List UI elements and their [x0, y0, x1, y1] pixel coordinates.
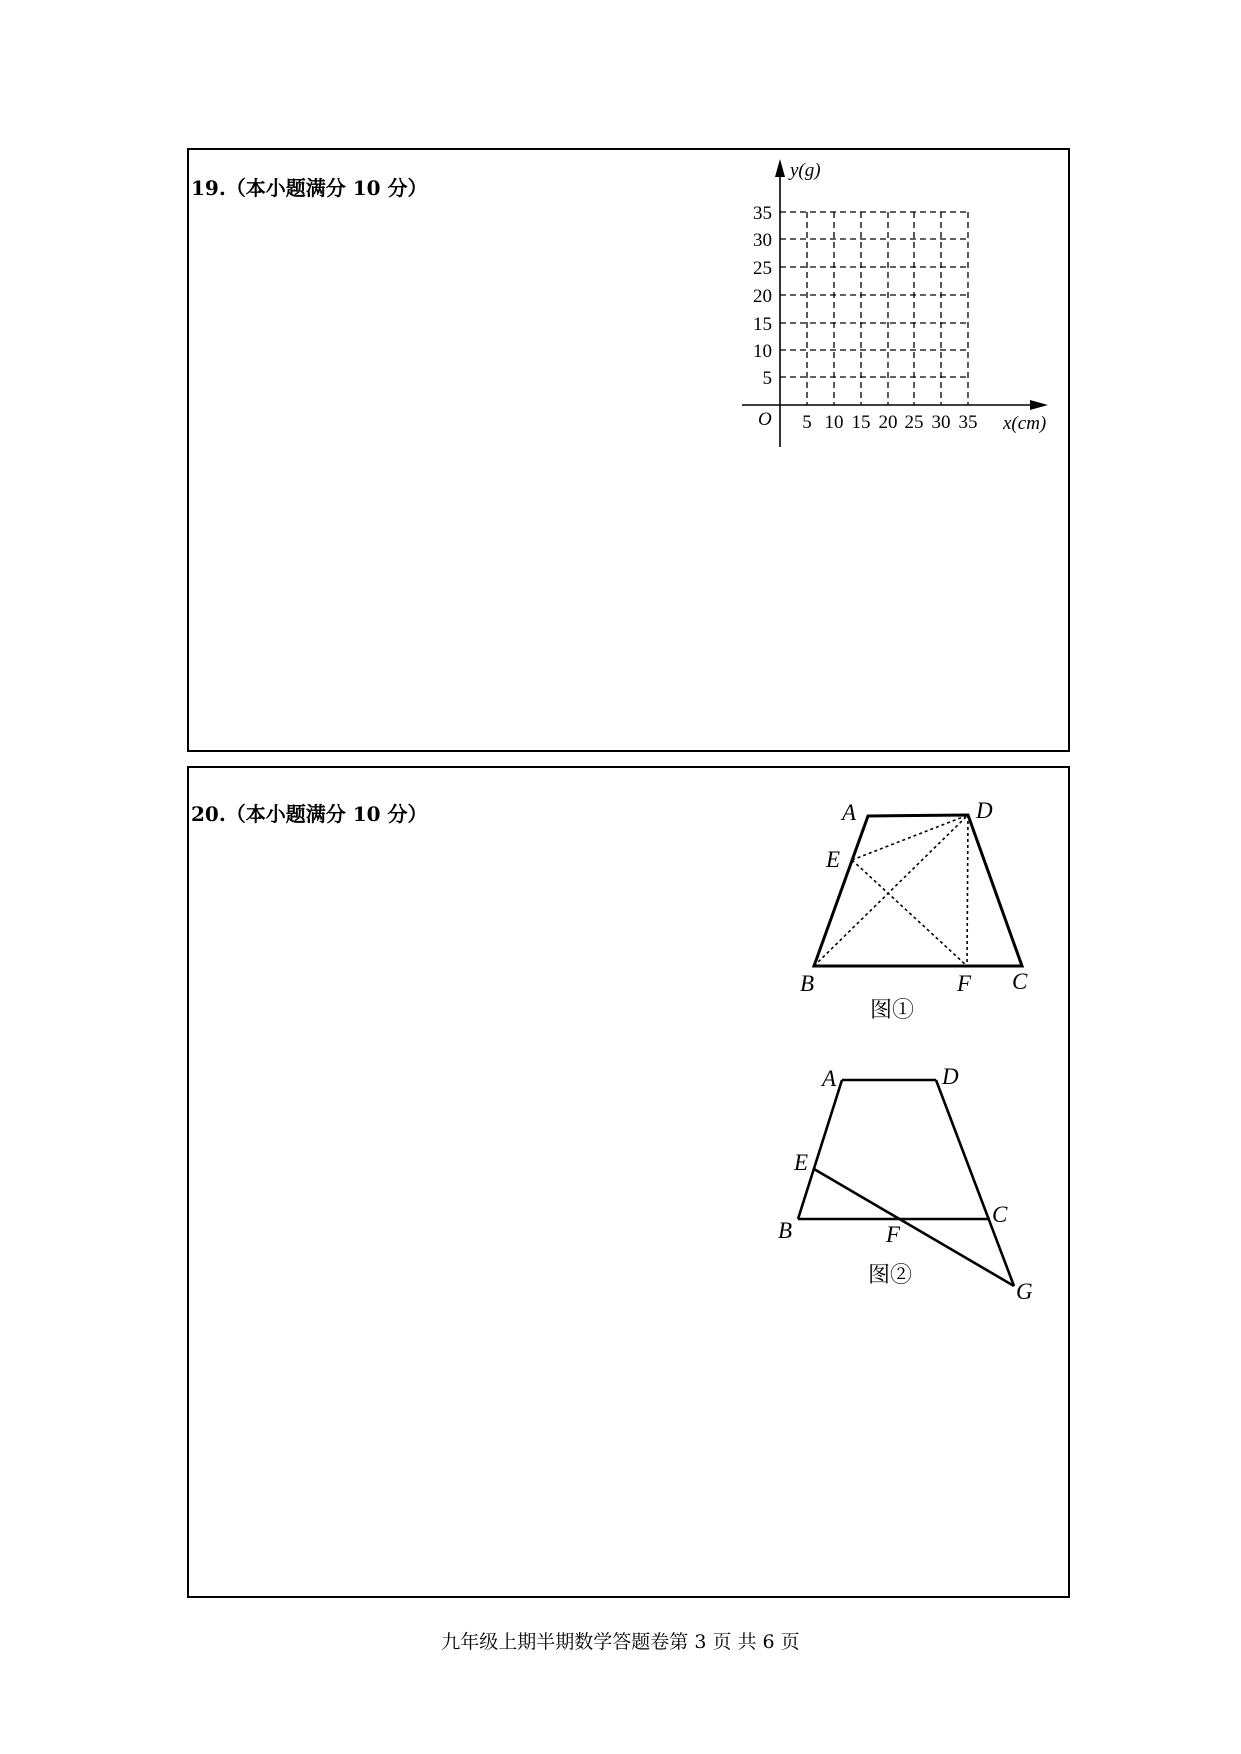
- origin-label: O: [758, 409, 772, 430]
- x-tick-label: 5: [802, 412, 812, 433]
- vertex-label-c: C: [992, 1202, 1008, 1227]
- x-axis-label: x(cm): [1003, 413, 1047, 434]
- y-tick-label: 25: [753, 258, 772, 279]
- vertex-label-f: F: [957, 971, 972, 996]
- x-tick-label: 25: [904, 412, 924, 433]
- y-tick-label: 10: [753, 341, 772, 362]
- figure-2-trapezoid: [770, 1060, 1060, 1310]
- vertex-label-c: C: [1012, 969, 1028, 994]
- vertex-label-e: E: [826, 847, 841, 872]
- y-tick-label: 15: [753, 314, 772, 335]
- vertex-label-a: A: [842, 800, 857, 825]
- question-19-score: （本小题满分 10 分）: [225, 176, 428, 200]
- vertex-label-d: D: [942, 1064, 959, 1089]
- x-tick-label: 35: [958, 412, 978, 433]
- x-tick-label: 30: [931, 412, 951, 433]
- vertex-label-d: D: [976, 798, 993, 823]
- question-20-score: （本小题满分 10 分）: [225, 802, 428, 826]
- y-tick-label: 5: [762, 368, 772, 389]
- coordinate-grid-19: [730, 155, 1070, 455]
- figure-2-caption: 图②: [868, 1262, 913, 1287]
- vertex-label-b: B: [800, 971, 815, 996]
- y-axis-label: y(g): [790, 160, 821, 181]
- vertex-label-b: B: [778, 1218, 793, 1243]
- y-tick-label: 20: [753, 286, 772, 307]
- x-tick-label: 10: [824, 412, 844, 433]
- question-20-title: [191, 798, 428, 827]
- figure-1-trapezoid: [790, 795, 1050, 1025]
- x-tick-label: 20: [878, 412, 898, 433]
- vertex-label-g: G: [1016, 1279, 1033, 1304]
- question-19-title: [191, 172, 428, 201]
- page-footer: 九年级上期半期数学答题卷第 3 页 共 6 页: [441, 1631, 800, 1653]
- vertex-label-e: E: [794, 1150, 809, 1175]
- vertex-label-f: F: [886, 1222, 901, 1247]
- vertex-label-a: A: [822, 1066, 837, 1091]
- question-19-number: 19.: [191, 176, 226, 200]
- x-tick-label: 15: [851, 412, 871, 433]
- y-tick-label: 30: [753, 230, 772, 251]
- figure-1-caption: 图①: [870, 997, 915, 1022]
- y-tick-label: 35: [753, 203, 772, 224]
- question-20-number: 20.: [191, 802, 226, 826]
